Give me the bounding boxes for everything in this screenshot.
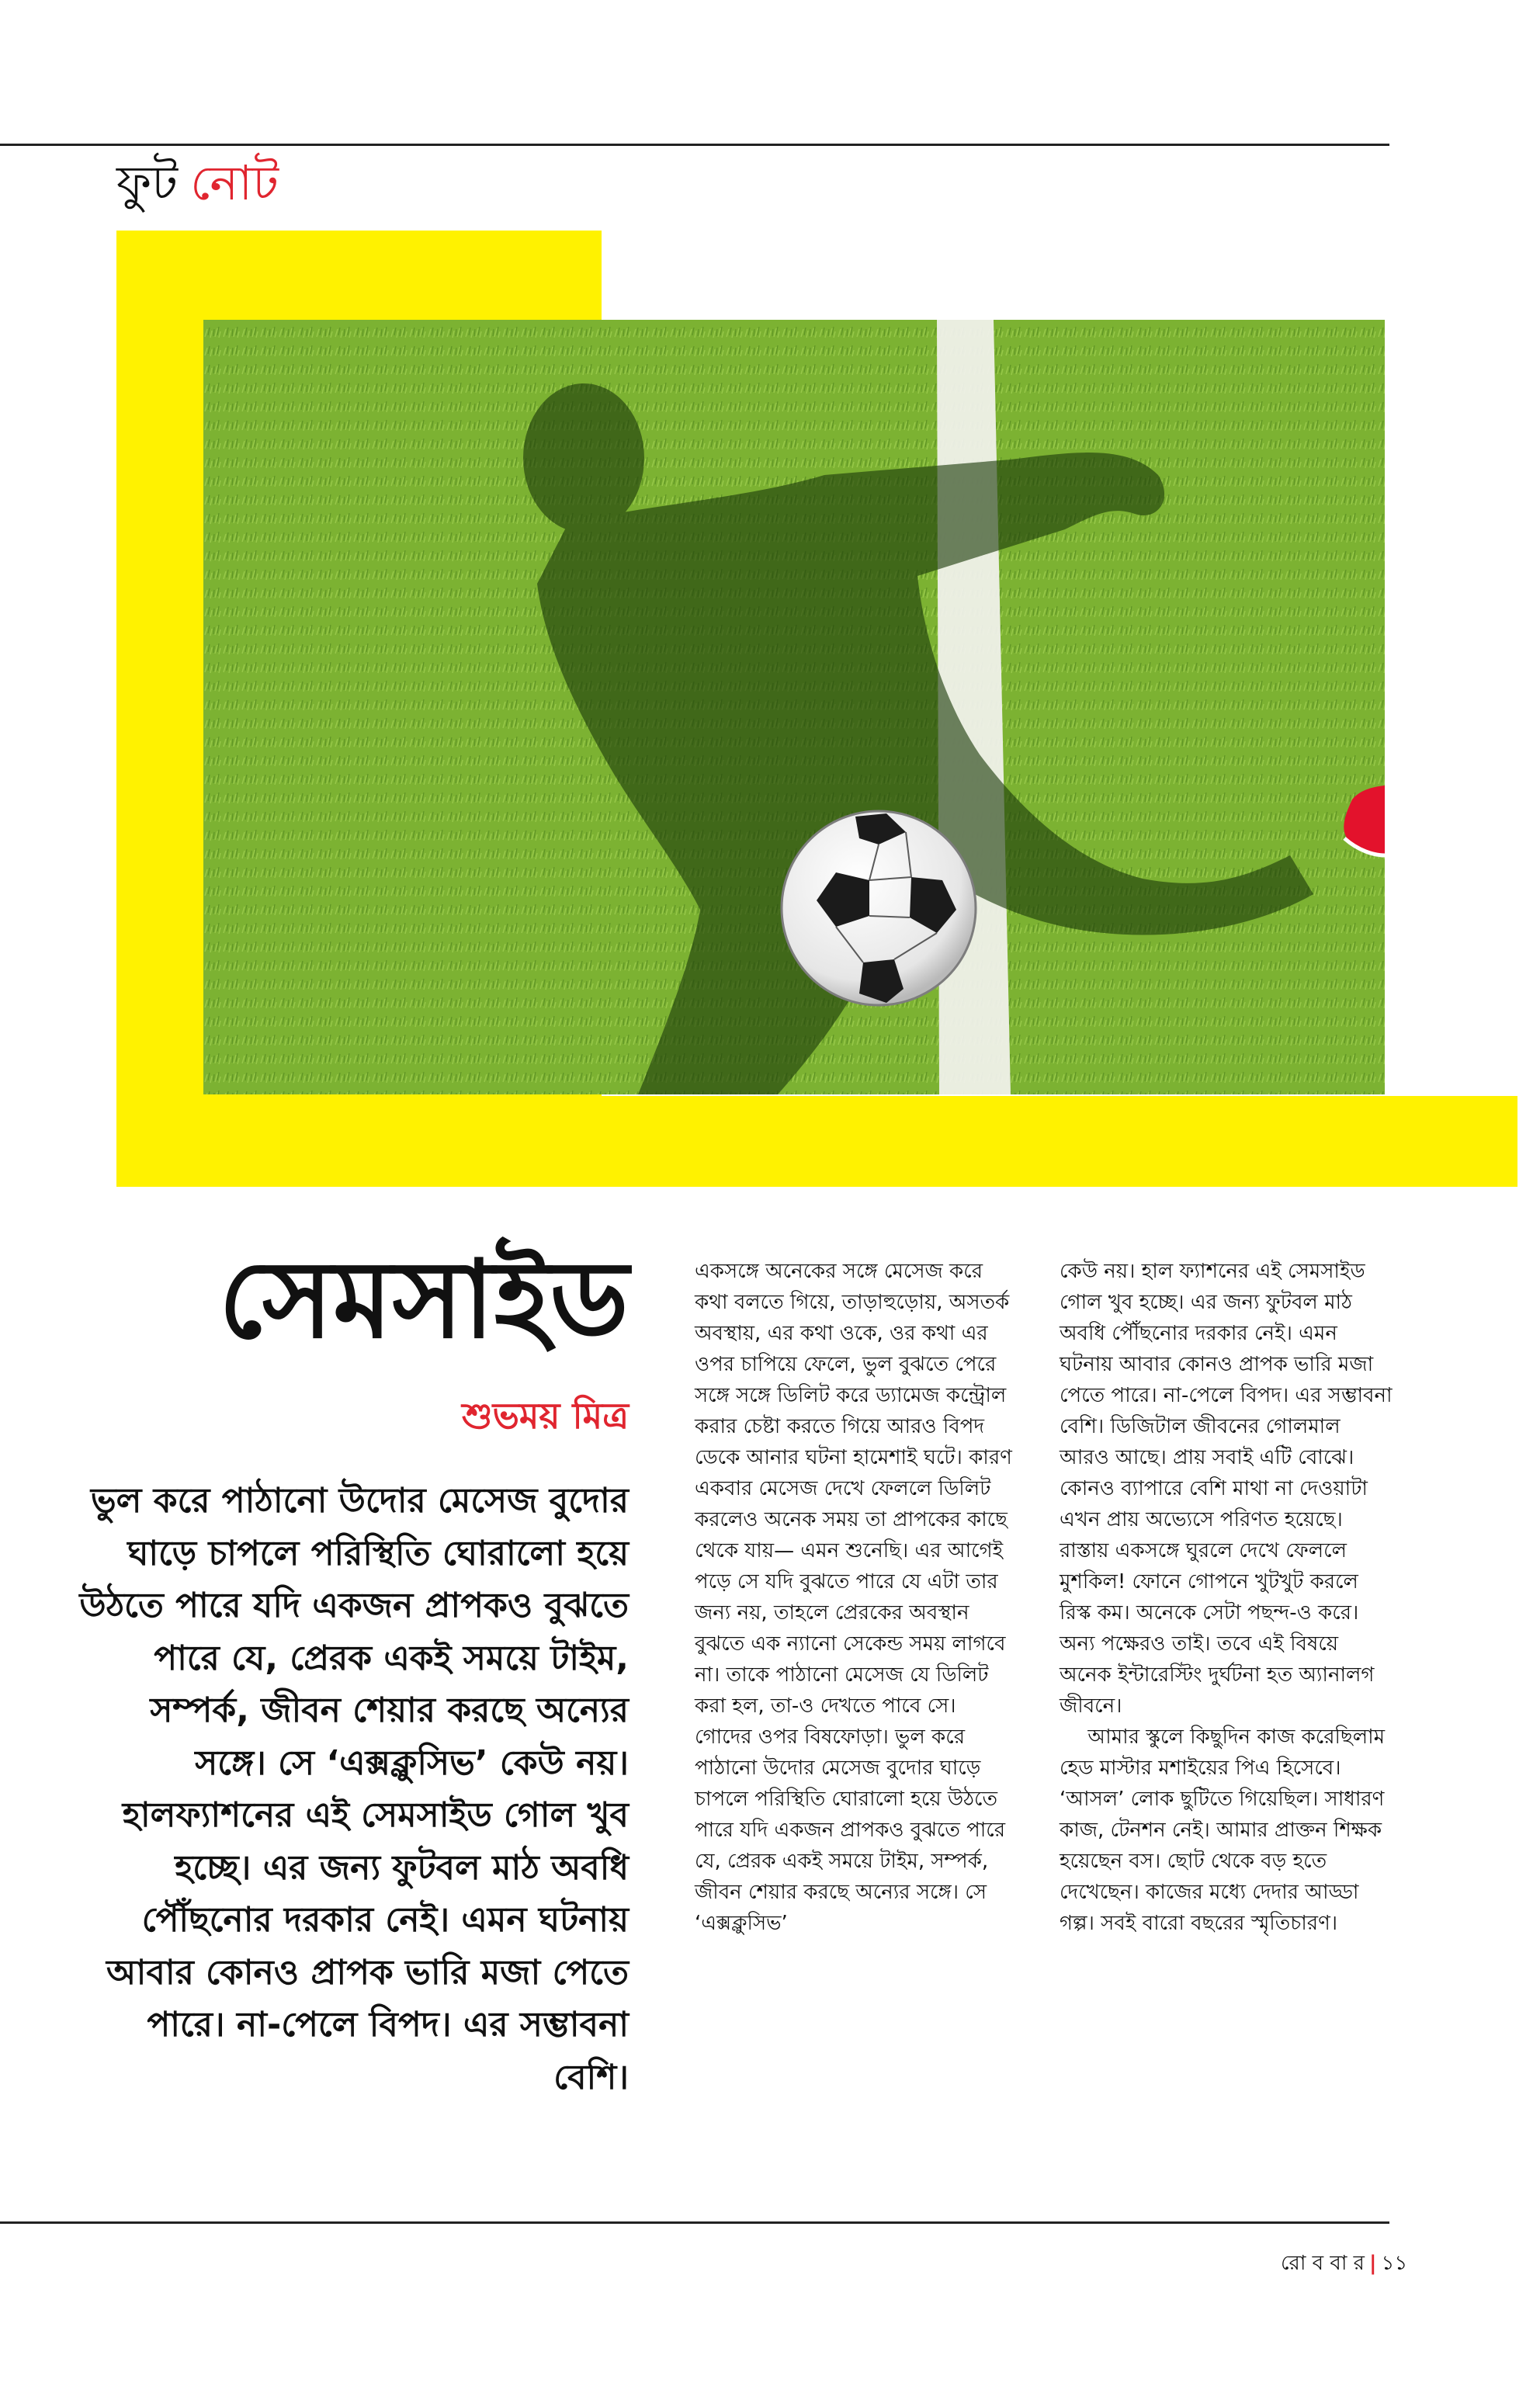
- section-title: [116, 154, 279, 211]
- body-column-3: [1060, 1256, 1393, 1939]
- lead-text: ভুল করে পাঠানো উদোর মেসেজ বুদোর ঘাড়ে চাপলে পরিস্থিতি ঘোরালো হয়ে উঠতে পারে যদি একজন প্রাপকও বুঝতে পারে যে, প্রেরক একই সময়ে টাইম, সম্পর্ক, জীবন শেয়ার করছে অন্যের সঙ্গে। সে ‘এক্সক্লুসিভ’ কেউ নয়। হালফ্যাশনের এই সেমসাইড গোল খুব হচ্ছে। এর জন্য ফুটবল মাঠ অবধি পৌঁছনোর দরকার নেই। এমন ঘটনায় আবার কোনও প্রাপক ভারি মজা পেতে পারে। না-পেলে বিপদ। এর সম্ভাবনা বেশি।: [79, 1481, 629, 2097]
- photo-illustration: [203, 320, 1385, 1094]
- lead-paragraph: [78, 1475, 629, 2103]
- page-footer: [1281, 2247, 1407, 2281]
- section-title-word-1: ফুট: [116, 154, 179, 211]
- football-ball: [782, 811, 976, 1005]
- body-paragraph: একসঙ্গে অনেকের সঙ্গে মেসেজ করে কথা বলতে গিয়ে, তাড়াহুড়োয়, অসতর্ক অবস্থায়, এর কথা ওকে, ওর কথা এর ওপর চাপিয়ে ফেলে, ভুল বুঝতে পেরে সঙ্গে সঙ্গে ডিলিট করে ড্যামেজ কন্ট্রোল করার চেষ্টা করতে গিয়ে আরও বিপদ ডেকে আনার ঘটনা হামেশাই ঘটে। কারণ একবার মেসেজ দেখে ফেললে ডিলিট করলেও অনেক সময় তা প্রাপকের কাছে থেকে যায়— এমন শুনেছি। এর আগেই পড়ে সে যদি বুঝতে পারে যে এটা তার জন্য নয়, তাহলে প্রেরকের অবস্থান বুঝতে এক ন্যানো সেকেন্ড সময় লাগবে না। তাকে পাঠানো মেসেজ যে ডিলিট করা হল, তা-ও দেখতে পাবে সে। গোদের ওপর বিষফোড়া। ভুল করে পাঠানো উদোর মেসেজ বুদোর ঘাড়ে চাপলে পরিস্থিতি ঘোরালো হয়ে উঠতে পারে যদি একজন প্রাপকও বুঝতে পারে যে, প্রেরক একই সময়ে টাইম, সম্পর্ক, জীবন শেয়ার করছে অন্যের সঙ্গে। সে ‘এক্সক্লুসিভ’: [695, 1260, 1012, 1935]
- football-shadow-photo: [203, 320, 1385, 1094]
- section-title-word-2: নোট: [190, 154, 279, 211]
- bottom-rule: [0, 2221, 1389, 2224]
- yellow-frame-band: [116, 1096, 1517, 1187]
- body-paragraph: কেউ নয়। হাল ফ্যাশনের এই সেমসাইড গোল খুব হচ্ছে। এর জন্য ফুটবল মাঠ অবধি পৌঁছনোর দরকার নেই। এমন ঘটনায় আবার কোনও প্রাপক ভারি মজা পেতে পারে। না-পেলে বিপদ। এর সম্ভাবনা বেশি। ডিজিটাল জীবনের গোলমাল আরও আছে। প্রায় সবাই এটি বোঝে। কোনও ব্যাপারে বেশি মাথা না দেওয়াটা এখন প্রায় অভ্যেসে পরিণত হয়েছে। রাস্তায় একসঙ্গে ঘুরলে দেখে ফেললে মুশকিল! ফোনে গোপনে খুটখুট করলে রিস্ক কম। অনেকে সেটা পছন্দ-ও করে। অন্য পক্ষেরও তাই। তবে এই বিষয়ে অনেক ইন্টারেস্টিং দুর্ঘটনা হত অ্যানালগ জীবনে।: [1060, 1260, 1393, 1718]
- author-byline: শুভময় মিত্র: [461, 1395, 629, 1437]
- body-paragraph: আমার স্কুলে কিছুদিন কাজ করেছিলাম হেড মাস্টার মশাইয়ের পিএ হিসেবে। ‘আসল’ লোক ছুটিতে গিয়েছিল। সাধারণ কাজ, টেনশন নেই। আমার প্রাক্তন শিক্ষক হয়েছেন বস। ছোট থেকে বড় হতে দেখেছেন। কাজের মধ্যে দেদার আড্ডা গল্প। সবই বারো বছরের স্মৃতিচারণ।: [1060, 1725, 1386, 1935]
- top-rule: [0, 144, 1389, 146]
- magazine-name: রো ব বা র: [1281, 2252, 1365, 2275]
- page-number: ১১: [1381, 2252, 1408, 2275]
- body-column-2: [695, 1256, 1017, 1939]
- footer-divider: |: [1368, 2252, 1377, 2275]
- article-headline: সেমসাইড: [218, 1237, 629, 1362]
